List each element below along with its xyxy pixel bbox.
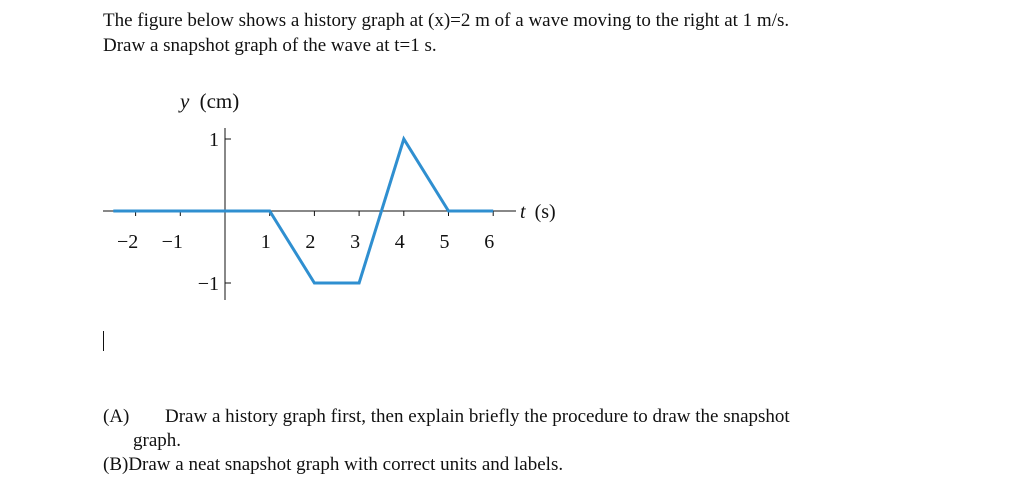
part-a	[103, 405, 790, 429]
x-tick-label: 2	[305, 231, 316, 253]
x-axis-variable: t	[520, 201, 526, 223]
y-axis-label	[178, 89, 239, 113]
question-parts	[103, 405, 790, 477]
x-tick-label: −1	[161, 231, 183, 253]
question-line-1: The figure below shows a history graph at (x)=2 m of a wave moving to the right at 1 m/s.	[103, 10, 790, 31]
part-b: (B)Draw a neat snapshot graph with correct units and labels.	[103, 454, 564, 475]
question-line-2: Draw a snapshot graph of the wave at t=1 s.	[103, 35, 437, 56]
x-tick-label: −2	[116, 231, 139, 253]
svg-text:t (s)	[520, 201, 556, 223]
part-a-continued: graph.	[133, 430, 182, 451]
x-ticks	[117, 211, 494, 253]
x-tick-label: 6	[484, 231, 495, 253]
x-tick-label: 4	[394, 231, 405, 253]
y-axis-unit: (cm)	[199, 89, 240, 113]
part-a-label: (A)	[103, 406, 130, 427]
x-axis-unit: (s)	[534, 201, 556, 223]
x-axis-label	[520, 201, 556, 223]
x-tick-label: 1	[260, 231, 271, 253]
x-tick-label: 3	[350, 231, 361, 253]
y-tick-label: 1	[209, 129, 219, 151]
x-tick-label: 5	[439, 231, 450, 253]
part-a-text: Draw a history graph first, then explain briefly the procedure to draw the snapshot	[165, 406, 790, 427]
text-cursor	[103, 331, 104, 351]
y-tick-label: −1	[197, 273, 219, 295]
svg-text:y (cm)	[178, 89, 239, 113]
y-axis-variable: y	[180, 89, 190, 113]
